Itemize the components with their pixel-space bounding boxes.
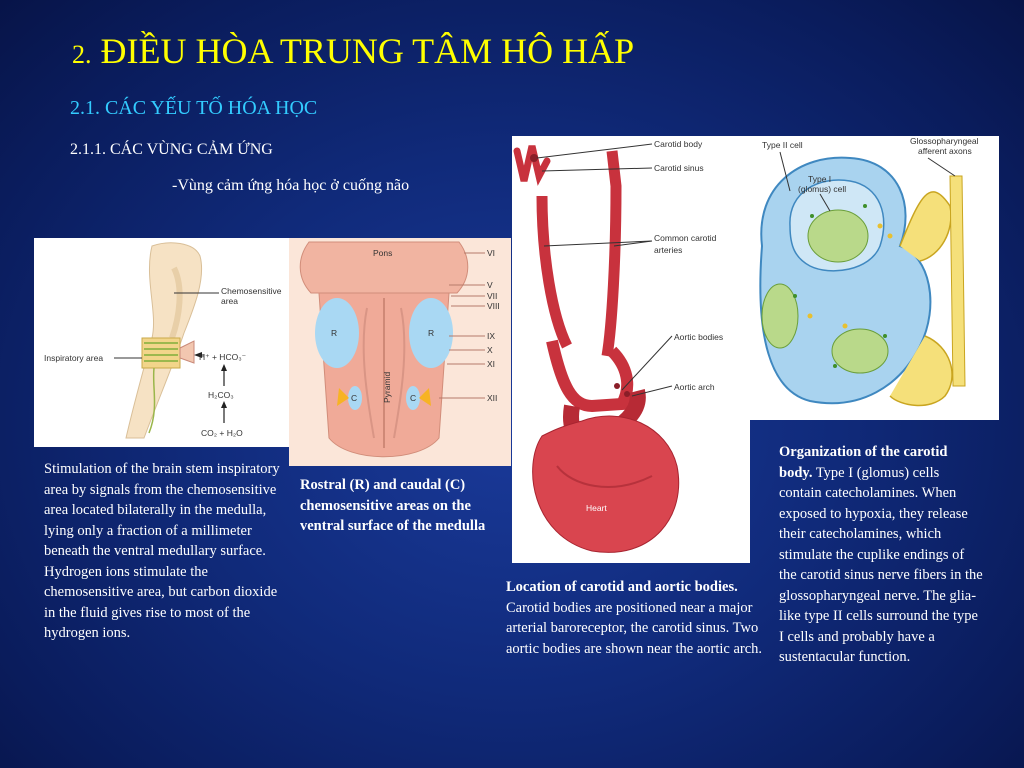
caption-carotid-aortic bbox=[506, 577, 768, 659]
label-co2: CO₂ + H₂O bbox=[201, 428, 243, 438]
label-ions: H⁺ + HCO₃⁻ bbox=[199, 352, 247, 362]
title-number: 2. bbox=[72, 40, 92, 69]
label-c-right: C bbox=[410, 393, 417, 403]
nerve-label: V bbox=[487, 280, 493, 290]
nerve-label: IX bbox=[487, 331, 496, 341]
label-heart: Heart bbox=[586, 503, 607, 513]
caption-brainstem: Stimulation of the brain stem inspiratory area by signals from the chemosensitive area located bilaterally in the medulla, lying only a fraction of a millimeter beneath the ventral medullary surface. Hydrogen ions stimulate the chemosensitive area, but carbon dioxide in the fluid gives rise to most of the hydrogen ions. bbox=[44, 461, 280, 641]
label-aortic-arch: Aortic arch bbox=[674, 382, 715, 392]
carotid-aortic-figure bbox=[512, 136, 750, 563]
carotid-body-illustration bbox=[750, 136, 999, 420]
caption-carotid-body-text: Type I (glomus) cells contain catecholamines. When exposed to hypoxia, they release their catecholamines, which stimulate the cuplike endings of the carotid sinus nerve fibers in the glossopharyngeal nerve. The glia-like type II cells surround the type I cells and probably have a sustentacular function. bbox=[779, 464, 983, 665]
label-glomus: (glomus) cell bbox=[798, 184, 847, 194]
label-afferent: afferent axons bbox=[918, 146, 972, 156]
brainstem-illustration bbox=[34, 238, 291, 447]
label-r-left: R bbox=[331, 328, 338, 338]
nerve-label: XII bbox=[487, 393, 498, 403]
label-aortic-bodies: Aortic bodies bbox=[674, 332, 724, 342]
label-glosso: Glossopharyngeal bbox=[910, 136, 979, 146]
label-inspiratory: Inspiratory area bbox=[44, 353, 104, 363]
label-chemosensitive: Chemosensitive bbox=[221, 286, 282, 296]
section-heading: 2.1. CÁC YẾU TỐ HÓA HỌC bbox=[70, 97, 318, 119]
label-type1: Type I bbox=[808, 174, 832, 184]
label-common-carotid: Common carotid bbox=[654, 233, 717, 243]
label-c-left: C bbox=[351, 393, 358, 403]
label-carotid-sinus: Carotid sinus bbox=[654, 163, 704, 173]
carotid-aortic-illustration bbox=[512, 136, 750, 563]
label-type2: Type II cell bbox=[762, 140, 803, 150]
brainstem-figure bbox=[34, 238, 291, 447]
label-carotid-body: Carotid body bbox=[654, 139, 703, 149]
caption-medulla: Rostral (R) and caudal (C) chemosensitive areas on the ventral surface of the medulla bbox=[300, 477, 486, 534]
nerve-label: VIII bbox=[487, 301, 500, 311]
slide-title bbox=[72, 30, 634, 72]
nerve-label: X bbox=[487, 345, 493, 355]
label-arteries: arteries bbox=[654, 245, 683, 255]
nerve-label: VII bbox=[487, 291, 498, 301]
carotid-body-figure bbox=[750, 136, 999, 420]
label-h2co3: H₂CO₃ bbox=[208, 390, 234, 400]
medulla-figure bbox=[289, 238, 511, 466]
nerve-label: XI bbox=[487, 359, 496, 369]
label-r-right: R bbox=[428, 328, 435, 338]
subsection-heading: 2.1.1. CÁC VÙNG CẢM ỨNG bbox=[70, 141, 273, 158]
label-pyramid: Pyramid bbox=[382, 371, 392, 403]
medulla-illustration bbox=[289, 238, 511, 466]
caption-carotid-body-bold: Organization of the carotid body. bbox=[779, 444, 948, 481]
label-area: area bbox=[221, 296, 239, 306]
title-text: ĐIỀU HÒA TRUNG TÂM HÔ HẤP bbox=[100, 31, 635, 71]
nerve-label: VI bbox=[487, 248, 496, 258]
bullet-text: -Vùng cảm ứng hóa học ở cuống não bbox=[172, 177, 410, 194]
caption-carotid-aortic-bold: Location of carotid and aortic bodies. bbox=[506, 579, 738, 595]
label-pons: Pons bbox=[373, 248, 393, 258]
caption-carotid-aortic-text: Carotid bodies are positioned near a major arterial baroreceptor, the carotid sinus. Two aortic bodies are shown near the aortic arch. bbox=[506, 599, 763, 657]
caption-carotid-body bbox=[779, 442, 984, 668]
